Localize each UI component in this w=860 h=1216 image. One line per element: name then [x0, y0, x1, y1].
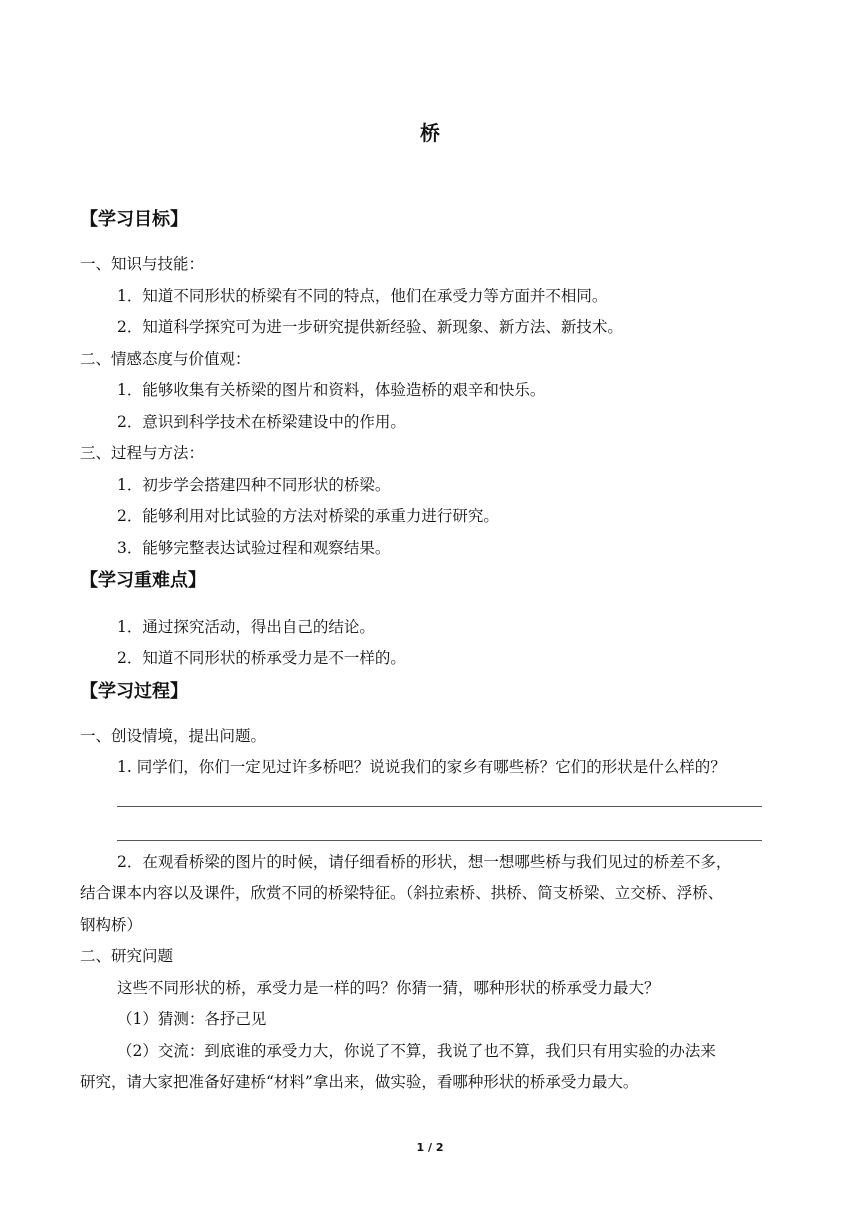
process-paragraph-cont: 研究，请大家把准备好建桥“材料”拿出来，做实验，看哪种形状的桥承受力最大。: [80, 1073, 639, 1091]
objective-item: 2．能够利用对比试验的方法对桥梁的承重力进行研究。: [117, 507, 499, 525]
difficulty-item: 2．知道不同形状的桥承受力是不一样的。: [117, 649, 406, 667]
difficulty-item: 1．通过探究活动，得出自己的结论。: [117, 618, 375, 636]
process-step-2: 二、研究问题: [80, 947, 174, 965]
objectives-heading: 【学习目标】: [80, 209, 188, 230]
objective-group-1: 一、知识与技能：: [80, 255, 205, 273]
objective-group-3: 三、过程与方法：: [80, 444, 205, 462]
process-step-1: 一、创设情境，提出问题。: [80, 727, 267, 745]
process-heading: 【学习过程】: [80, 681, 188, 702]
process-question-cont: 钢构桥）: [80, 916, 143, 934]
objective-item: 2．意识到科学技术在桥梁建设中的作用。: [117, 413, 406, 431]
process-question: 1. 同学们，你们一定见过许多桥吧？说说我们的家乡有哪些桥？它们的形状是什么样的？: [117, 758, 726, 776]
objective-item: 2．知道科学探究可为进一步研究提供新经验、新现象、新方法、新技术。: [117, 318, 623, 336]
objective-group-2: 二、情感态度与价值观：: [80, 350, 251, 368]
page-number: 1 / 2: [416, 1141, 444, 1154]
objective-item: 1．能够收集有关桥梁的图片和资料，体验造桥的艰辛和快乐。: [117, 381, 546, 399]
difficulty-heading: 【学习重难点】: [80, 570, 206, 591]
objective-item: 1．知道不同形状的桥梁有不同的特点，他们在承受力等方面并不相同。: [117, 287, 608, 305]
page-title: 桥: [420, 121, 440, 145]
process-paragraph: （2）交流：到底谁的承受力大，你说了不算，我说了也不算，我们只有用实验的办法来: [117, 1042, 716, 1060]
process-paragraph: （1）猜测：各抒己见: [117, 1010, 267, 1028]
process-question-cont: 结合课本内容以及课件，欣赏不同的桥梁特征。（斜拉索桥、拱桥、简支桥梁、立交桥、浮桥、: [80, 884, 724, 902]
answer-line: [117, 840, 762, 841]
objective-item: 1．初步学会搭建四种不同形状的桥梁。: [117, 476, 391, 494]
process-question: 2．在观看桥梁的图片的时候，请仔细看桥的形状，想一想哪些桥与我们见过的桥差不多，: [117, 853, 732, 871]
answer-line: [117, 806, 762, 807]
objective-item: 3．能够完整表达试验过程和观察结果。: [117, 539, 391, 557]
process-paragraph: 这些不同形状的桥，承受力是一样的吗？你猜一猜，哪种形状的桥承受力最大？: [117, 979, 660, 997]
